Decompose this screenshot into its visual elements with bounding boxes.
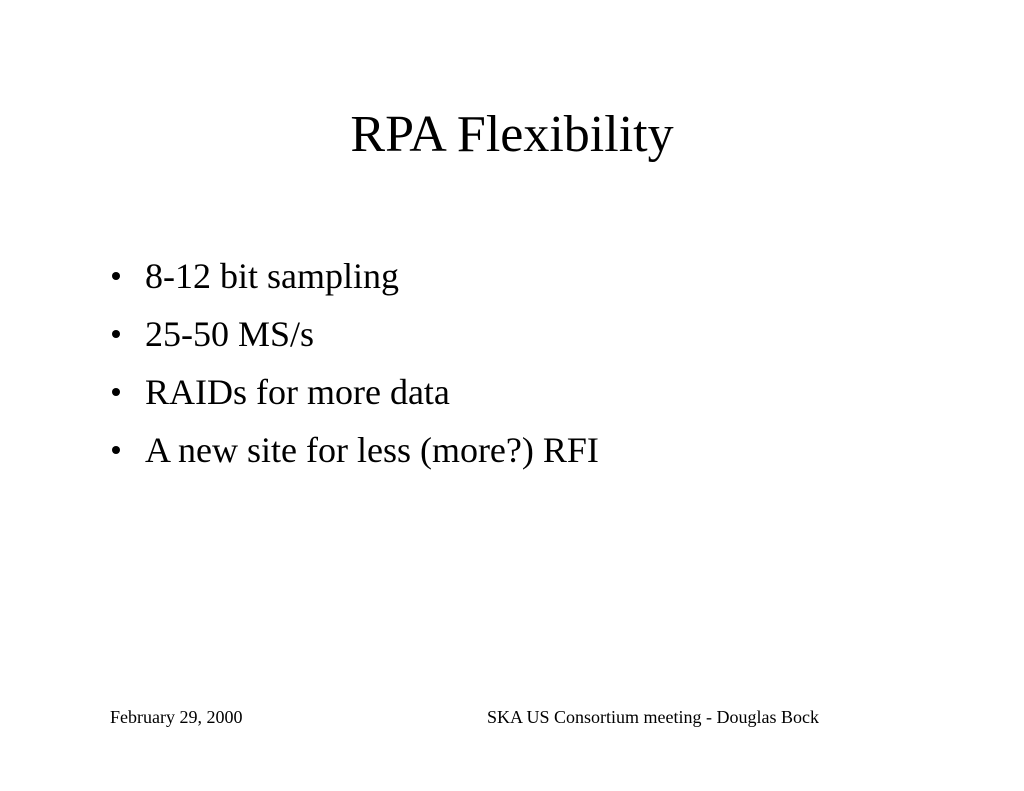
bullet-dot-icon [112,330,120,338]
bullet-dot-icon [112,446,120,454]
bullet-text: A new site for less (more?) RFI [145,430,599,470]
bullet-list [110,247,599,479]
bullet-text: 8-12 bit sampling [145,256,399,296]
slide-title: RPA Flexibility [350,106,674,163]
list-item [110,247,599,305]
list-item [110,305,599,363]
bullet-text: 25-50 MS/s [145,314,315,354]
bullet-dot-icon [112,388,120,396]
bullet-text: RAIDs for more data [145,372,450,412]
bullet-dot-icon [112,272,120,280]
footer-date: February 29, 2000 [110,707,243,727]
footer-credit: SKA US Consortium meeting - Douglas Bock [487,707,819,727]
list-item [110,363,599,421]
list-item [110,421,599,479]
